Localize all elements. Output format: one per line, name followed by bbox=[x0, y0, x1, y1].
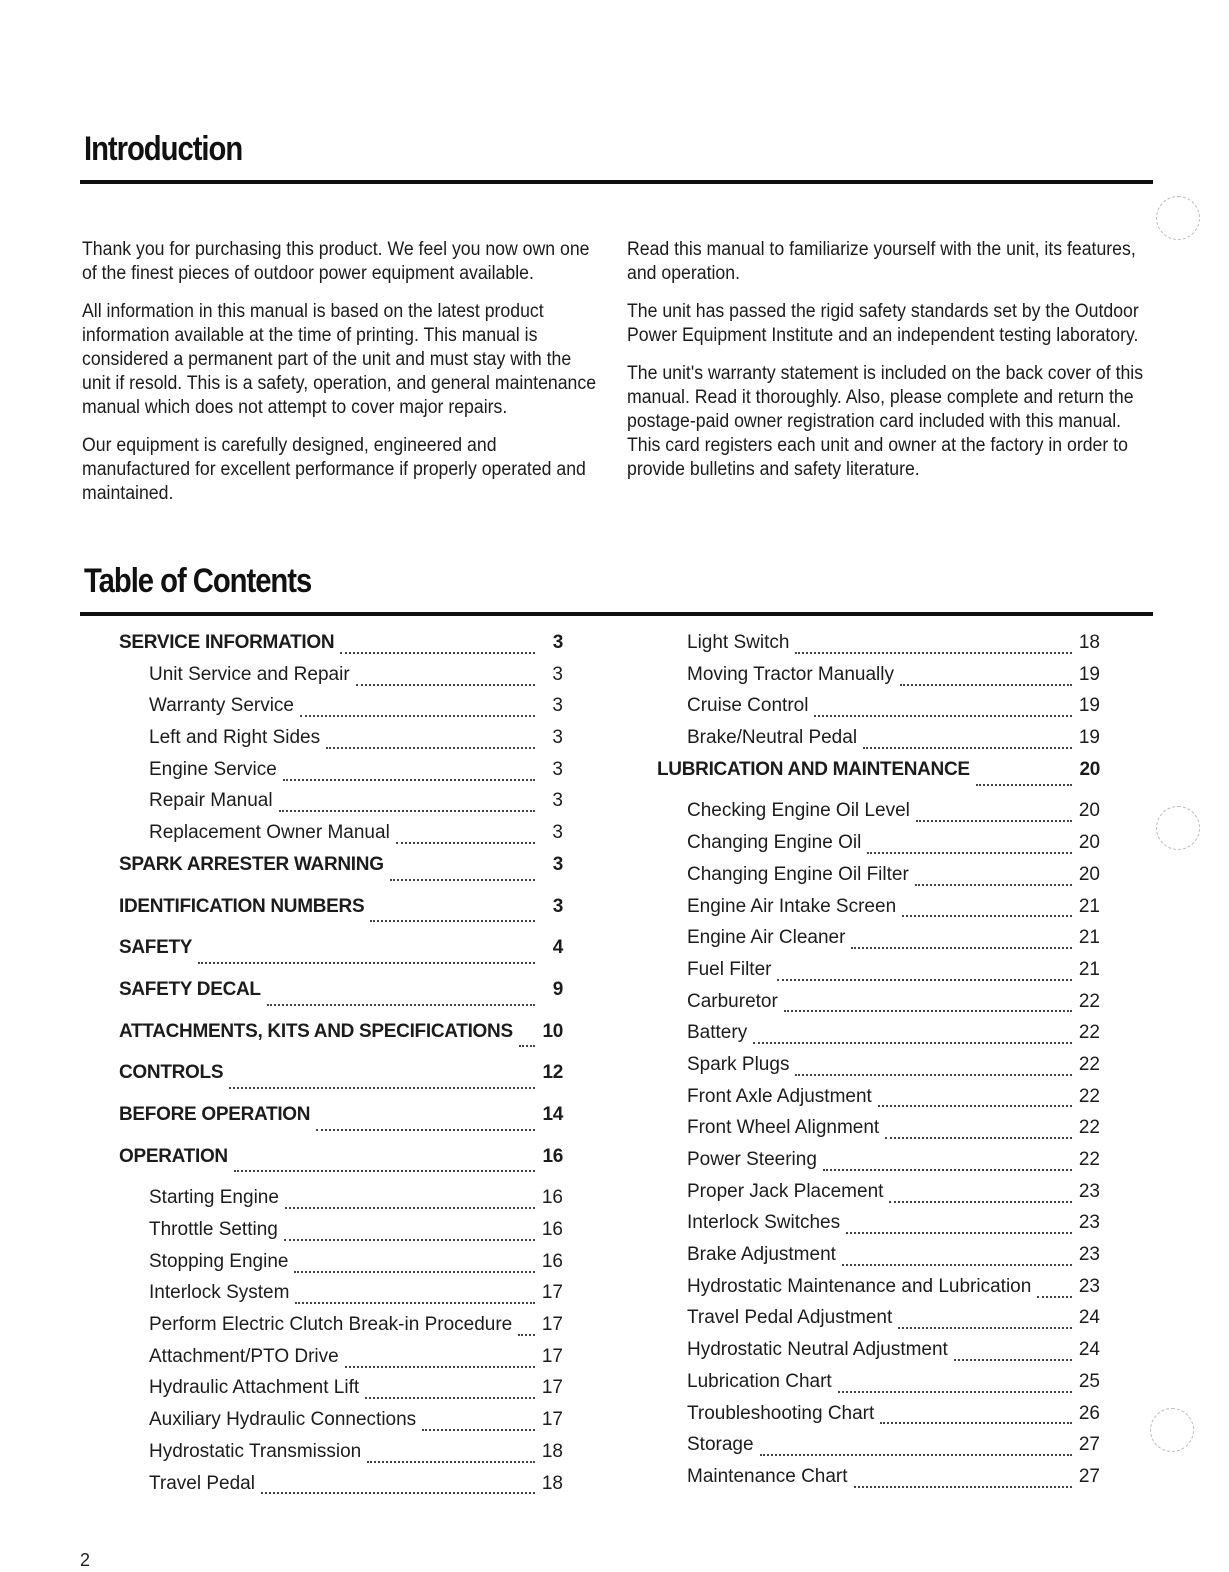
toc-dot-leader bbox=[784, 1010, 1072, 1012]
intro-paragraph: Read this manual to familiarize yourself with the unit, its features, and operation. bbox=[627, 239, 1136, 284]
toc-entry-label: Troubleshooting Chart bbox=[687, 1402, 875, 1424]
intro-left-column bbox=[82, 238, 602, 520]
toc-dot-leader bbox=[795, 652, 1072, 654]
toc-entry-label: Fuel Filter bbox=[687, 958, 772, 980]
toc-entry[interactable] bbox=[119, 1473, 563, 1505]
toc-entry[interactable] bbox=[119, 822, 563, 854]
toc-dot-leader bbox=[261, 1492, 535, 1494]
toc-dot-leader bbox=[300, 715, 535, 717]
toc-entry-page: 3 bbox=[552, 895, 563, 917]
toc-entry-label: Repair Manual bbox=[149, 790, 273, 812]
toc-entry[interactable] bbox=[119, 979, 563, 1021]
toc-entry-label: Maintenance Chart bbox=[687, 1465, 848, 1487]
toc-entry-page: 22 bbox=[1078, 1053, 1100, 1075]
toc-entry-label: SAFETY bbox=[119, 937, 193, 959]
toc-entry-label: Engine Air Cleaner bbox=[687, 927, 846, 949]
toc-entry-page: 16 bbox=[541, 1219, 563, 1240]
toc-entry-page: 3 bbox=[552, 632, 563, 653]
toc-entry[interactable] bbox=[119, 1251, 563, 1283]
toc-dot-leader bbox=[356, 684, 535, 686]
toc-entry-label: Interlock System bbox=[149, 1282, 290, 1304]
toc-dot-leader bbox=[294, 1271, 535, 1273]
toc-entry-label: ATTACHMENTS, KITS AND SPECIFICATIONS bbox=[119, 1020, 513, 1042]
toc-dot-leader bbox=[915, 884, 1072, 886]
toc-entry-label: Proper Jack Placement bbox=[687, 1180, 884, 1202]
toc-entry-label: Changing Engine Oil Filter bbox=[687, 863, 909, 885]
toc-entry[interactable] bbox=[657, 959, 1100, 991]
toc-dot-leader bbox=[854, 1486, 1072, 1488]
toc-entry-label: Attachment/PTO Drive bbox=[149, 1345, 339, 1367]
toc-entry[interactable] bbox=[119, 854, 563, 896]
toc-entry[interactable] bbox=[119, 1146, 563, 1188]
toc-entry-label: LUBRICATION AND MAINTENANCE bbox=[657, 758, 970, 780]
toc-entry-label: Carburetor bbox=[687, 990, 778, 1012]
toc-entry[interactable] bbox=[119, 896, 563, 938]
toc-dot-leader bbox=[898, 1327, 1072, 1329]
toc-entry[interactable] bbox=[657, 864, 1100, 896]
toc-entry-label: Travel Pedal bbox=[149, 1472, 255, 1494]
punch-hole bbox=[1156, 196, 1200, 240]
toc-dot-leader bbox=[279, 810, 535, 812]
toc-entry[interactable] bbox=[657, 1276, 1100, 1308]
toc-entry-label: Moving Tractor Manually bbox=[687, 663, 894, 685]
toc-entry[interactable] bbox=[657, 1307, 1100, 1339]
toc-entry-label: Travel Pedal Adjustment bbox=[687, 1307, 893, 1329]
toc-entry-label: Cruise Control bbox=[687, 695, 809, 717]
toc-entry-label: SAFETY DECAL bbox=[119, 978, 261, 1000]
toc-dot-leader bbox=[851, 947, 1072, 949]
toc-entry-label: OPERATION bbox=[119, 1145, 228, 1167]
toc-entry[interactable] bbox=[119, 727, 563, 759]
toc-entry-page: 19 bbox=[1078, 663, 1100, 685]
toc-entry[interactable] bbox=[657, 759, 1100, 801]
toc-dot-leader bbox=[753, 1042, 1072, 1044]
toc-entry-page: 27 bbox=[1078, 1434, 1100, 1456]
toc-entry-page: 17 bbox=[541, 1282, 563, 1304]
toc-dot-leader bbox=[954, 1359, 1072, 1361]
toc-entry[interactable] bbox=[119, 1409, 563, 1441]
toc-entry-label: Perform Electric Clutch Break-in Procedure bbox=[149, 1314, 513, 1336]
toc-dot-leader bbox=[284, 1239, 535, 1241]
intro-right-column bbox=[627, 238, 1147, 496]
toc-entry[interactable] bbox=[119, 1104, 563, 1146]
toc-entry-page: 22 bbox=[1078, 1085, 1100, 1107]
toc-entry-label: Replacement Owner Manual bbox=[149, 822, 390, 844]
toc-entry-page: 17 bbox=[541, 1409, 563, 1431]
toc-entry-label: Brake Adjustment bbox=[687, 1244, 836, 1266]
toc-dot-leader bbox=[283, 779, 535, 781]
toc-entry[interactable] bbox=[119, 790, 563, 822]
toc-entry-page: 3 bbox=[552, 853, 563, 875]
intro-paragraph: The unit's warranty statement is included on the back cover of this manual. Read it thoroughly. Also, please complete and return the postage-paid owner registration card included with this manual. This card registers each unit and owner at the factory in order to provide bulletins and safety literature. bbox=[627, 363, 1144, 480]
toc-entry-page: 22 bbox=[1078, 1149, 1100, 1170]
toc-dot-leader bbox=[345, 1366, 535, 1368]
toc-title: Table of Contents bbox=[84, 562, 312, 600]
toc-entry[interactable] bbox=[657, 1339, 1100, 1371]
toc-entry-page: 22 bbox=[1078, 1117, 1100, 1139]
toc-dot-leader bbox=[863, 747, 1072, 749]
toc-entry-page: 19 bbox=[1078, 727, 1100, 749]
toc-entry-label: Hydrostatic Transmission bbox=[149, 1440, 362, 1462]
toc-entry-page: 21 bbox=[1078, 927, 1100, 949]
toc-entry[interactable] bbox=[657, 1244, 1100, 1276]
toc-entry-label: Checking Engine Oil Level bbox=[687, 800, 910, 822]
toc-dot-leader bbox=[390, 879, 535, 881]
toc-entry-label: SPARK ARRESTER WARNING bbox=[119, 853, 384, 875]
toc-entry-label: Engine Service bbox=[149, 758, 277, 780]
toc-dot-leader bbox=[326, 747, 535, 749]
toc-dot-leader bbox=[777, 979, 1072, 981]
toc-entry-label: Front Axle Adjustment bbox=[687, 1085, 872, 1107]
toc-entry-label: Left and Right Sides bbox=[149, 727, 321, 749]
toc-entry-label: Interlock Switches bbox=[687, 1212, 841, 1234]
toc-dot-leader bbox=[316, 1129, 535, 1131]
toc-entry-label: Hydraulic Attachment Lift bbox=[149, 1377, 360, 1399]
toc-entry[interactable] bbox=[657, 800, 1100, 832]
intro-paragraph: Thank you for purchasing this product. We feel you now own one of the finest pieces of outdoor power equipment available. bbox=[82, 239, 590, 284]
toc-entry-page: 16 bbox=[542, 1145, 563, 1167]
toc-entry-label: BEFORE OPERATION bbox=[119, 1103, 311, 1125]
toc-dot-leader bbox=[902, 915, 1072, 917]
toc-dot-leader bbox=[900, 684, 1072, 686]
toc-entry-page: 17 bbox=[541, 1345, 563, 1367]
toc-entry[interactable] bbox=[119, 1219, 563, 1251]
toc-dot-leader bbox=[842, 1264, 1072, 1266]
toc-entry-page: 18 bbox=[1078, 632, 1100, 653]
toc-entry[interactable] bbox=[657, 1022, 1100, 1054]
toc-entry[interactable] bbox=[657, 664, 1100, 696]
toc-entry[interactable] bbox=[119, 1314, 563, 1346]
punch-hole bbox=[1156, 806, 1200, 850]
toc-entry-page: 17 bbox=[541, 1377, 563, 1399]
toc-entry-page: 20 bbox=[1078, 832, 1100, 854]
toc-entry[interactable] bbox=[657, 727, 1100, 759]
toc-entry-page: 3 bbox=[552, 822, 563, 844]
toc-entry-label: Power Steering bbox=[687, 1149, 817, 1170]
toc-entry-page: 23 bbox=[1078, 1275, 1100, 1297]
toc-entry-page: 22 bbox=[1078, 990, 1100, 1012]
toc-entry[interactable] bbox=[119, 1187, 563, 1219]
toc-entry-page: 16 bbox=[541, 1187, 563, 1209]
intro-paragraph: The unit has passed the rigid safety standards set by the Outdoor Power Equipment Institute and an independent testing laboratory. bbox=[627, 301, 1139, 346]
intro-paragraph: Our equipment is carefully designed, engineered and manufactured for excellent performance if properly operated and maintained. bbox=[82, 435, 586, 504]
toc-dot-leader bbox=[367, 1461, 535, 1463]
toc-dot-leader bbox=[867, 852, 1072, 854]
toc-right-column bbox=[657, 632, 1100, 1498]
toc-rule bbox=[80, 612, 1153, 616]
toc-entry-page: 17 bbox=[541, 1314, 563, 1336]
toc-entry[interactable] bbox=[119, 695, 563, 727]
toc-entry-page: 26 bbox=[1078, 1402, 1100, 1424]
page-number: 2 bbox=[80, 1550, 91, 1570]
toc-entry[interactable] bbox=[119, 1346, 563, 1378]
toc-dot-leader bbox=[340, 652, 535, 654]
intro-rule bbox=[80, 180, 1153, 184]
toc-entry-page: 23 bbox=[1078, 1180, 1100, 1202]
toc-dot-leader bbox=[518, 1334, 535, 1336]
toc-entry-page: 27 bbox=[1078, 1465, 1100, 1487]
toc-entry-page: 21 bbox=[1078, 958, 1100, 980]
toc-entry-label: Battery bbox=[687, 1022, 748, 1044]
toc-entry[interactable] bbox=[657, 1434, 1100, 1466]
toc-entry[interactable] bbox=[657, 1149, 1100, 1181]
toc-entry-page: 3 bbox=[552, 790, 563, 812]
toc-dot-leader bbox=[365, 1397, 535, 1399]
toc-dot-leader bbox=[795, 1074, 1072, 1076]
toc-entry-page: 19 bbox=[1078, 695, 1100, 717]
toc-entry[interactable] bbox=[119, 664, 563, 696]
toc-dot-leader bbox=[885, 1137, 1072, 1139]
toc-entry[interactable] bbox=[119, 1441, 563, 1473]
toc-dot-leader bbox=[814, 715, 1072, 717]
toc-entry[interactable] bbox=[657, 695, 1100, 727]
toc-entry[interactable] bbox=[119, 937, 563, 979]
toc-dot-leader bbox=[838, 1391, 1072, 1393]
punch-hole bbox=[1150, 1408, 1194, 1452]
toc-entry[interactable] bbox=[657, 991, 1100, 1023]
toc-entry-page: 3 bbox=[552, 727, 563, 749]
toc-entry[interactable] bbox=[119, 632, 563, 664]
toc-entry[interactable] bbox=[119, 1377, 563, 1409]
intro-title: Introduction bbox=[84, 130, 243, 168]
toc-dot-leader bbox=[889, 1201, 1072, 1203]
toc-dot-leader bbox=[519, 1045, 535, 1047]
toc-entry[interactable] bbox=[119, 759, 563, 791]
toc-entry-label: SERVICE INFORMATION bbox=[119, 632, 335, 653]
toc-entry-page: 9 bbox=[552, 978, 563, 1000]
toc-dot-leader bbox=[198, 962, 535, 964]
toc-entry-page: 24 bbox=[1078, 1307, 1100, 1329]
toc-entry-page: 20 bbox=[1078, 800, 1100, 822]
toc-entry[interactable] bbox=[657, 896, 1100, 928]
toc-left-column bbox=[119, 632, 563, 1504]
toc-entry[interactable] bbox=[657, 832, 1100, 864]
toc-entry-page: 20 bbox=[1079, 758, 1100, 780]
toc-entry-label: Starting Engine bbox=[149, 1187, 279, 1209]
toc-entry-page: 20 bbox=[1078, 863, 1100, 885]
toc-entry-label: Light Switch bbox=[687, 632, 790, 653]
toc-entry-page: 25 bbox=[1078, 1370, 1100, 1392]
toc-entry-page: 24 bbox=[1078, 1339, 1100, 1361]
toc-entry-page: 12 bbox=[542, 1062, 563, 1084]
toc-entry-page: 23 bbox=[1078, 1244, 1100, 1266]
toc-dot-leader bbox=[396, 842, 535, 844]
toc-dot-leader bbox=[370, 920, 535, 922]
toc-dot-leader bbox=[878, 1105, 1072, 1107]
toc-dot-leader bbox=[422, 1429, 535, 1431]
toc-entry[interactable] bbox=[119, 1282, 563, 1314]
toc-entry-page: 18 bbox=[541, 1440, 563, 1462]
toc-dot-leader bbox=[229, 1087, 535, 1089]
toc-entry-label: Warranty Service bbox=[149, 695, 294, 717]
toc-entry[interactable] bbox=[657, 1466, 1100, 1498]
toc-entry-label: Engine Air Intake Screen bbox=[687, 895, 897, 917]
toc-entry[interactable] bbox=[657, 1181, 1100, 1213]
toc-entry-label: Hydrostatic Maintenance and Lubrication bbox=[687, 1275, 1032, 1297]
intro-paragraph: All information in this manual is based on the latest product information available at the time of printing. This manual is considered a permanent part of the unit and must stay with the unit if resold. This is a safety, operation, and general maintenance manual which does not attempt to cover major repairs. bbox=[82, 301, 597, 418]
toc-dot-leader bbox=[916, 820, 1072, 822]
toc-entry[interactable] bbox=[119, 1021, 563, 1063]
toc-entry-page: 3 bbox=[552, 695, 563, 717]
toc-dot-leader bbox=[823, 1169, 1072, 1171]
toc-entry[interactable] bbox=[657, 927, 1100, 959]
toc-entry-label: IDENTIFICATION NUMBERS bbox=[119, 895, 365, 917]
toc-entry-page: 18 bbox=[541, 1472, 563, 1494]
toc-entry-label: Throttle Setting bbox=[149, 1219, 278, 1240]
toc-entry-label: Changing Engine Oil bbox=[687, 832, 862, 854]
toc-entry-label: Lubrication Chart bbox=[687, 1370, 832, 1392]
toc-dot-leader bbox=[976, 784, 1072, 786]
toc-entry-label: Front Wheel Alignment bbox=[687, 1117, 880, 1139]
toc-dot-leader bbox=[760, 1454, 1072, 1456]
toc-entry-page: 22 bbox=[1078, 1022, 1100, 1044]
toc-entry-page: 4 bbox=[552, 937, 563, 959]
toc-entry-label: Unit Service and Repair bbox=[149, 663, 350, 685]
toc-entry-label: Brake/Neutral Pedal bbox=[687, 727, 858, 749]
toc-entry-page: 23 bbox=[1078, 1212, 1100, 1234]
toc-entry-page: 3 bbox=[552, 663, 563, 685]
toc-entry-label: Storage bbox=[687, 1434, 754, 1456]
toc-entry[interactable] bbox=[657, 1212, 1100, 1244]
toc-entry[interactable] bbox=[657, 1117, 1100, 1149]
toc-entry-page: 14 bbox=[542, 1103, 563, 1125]
toc-entry-label: Stopping Engine bbox=[149, 1250, 289, 1272]
toc-dot-leader bbox=[295, 1302, 535, 1304]
toc-entry[interactable] bbox=[657, 1403, 1100, 1435]
toc-dot-leader bbox=[846, 1232, 1072, 1234]
toc-dot-leader bbox=[234, 1170, 535, 1172]
toc-entry[interactable] bbox=[657, 632, 1100, 664]
toc-dot-leader bbox=[880, 1422, 1072, 1424]
toc-entry-page: 21 bbox=[1078, 895, 1100, 917]
toc-dot-leader bbox=[267, 1004, 535, 1006]
toc-entry[interactable] bbox=[657, 1086, 1100, 1118]
toc-entry-label: CONTROLS bbox=[119, 1062, 224, 1084]
toc-entry-page: 16 bbox=[541, 1250, 563, 1272]
toc-entry-label: Hydrostatic Neutral Adjustment bbox=[687, 1339, 948, 1361]
toc-entry-page: 10 bbox=[542, 1020, 563, 1042]
toc-entry-label: Auxiliary Hydraulic Connections bbox=[149, 1409, 417, 1431]
toc-entry-page: 3 bbox=[552, 758, 563, 780]
toc-entry-label: Spark Plugs bbox=[687, 1053, 790, 1075]
toc-dot-leader bbox=[1037, 1296, 1072, 1298]
toc-entry[interactable] bbox=[657, 1054, 1100, 1086]
toc-dot-leader bbox=[285, 1207, 535, 1209]
toc-entry[interactable] bbox=[657, 1371, 1100, 1403]
toc-entry[interactable] bbox=[119, 1062, 563, 1104]
